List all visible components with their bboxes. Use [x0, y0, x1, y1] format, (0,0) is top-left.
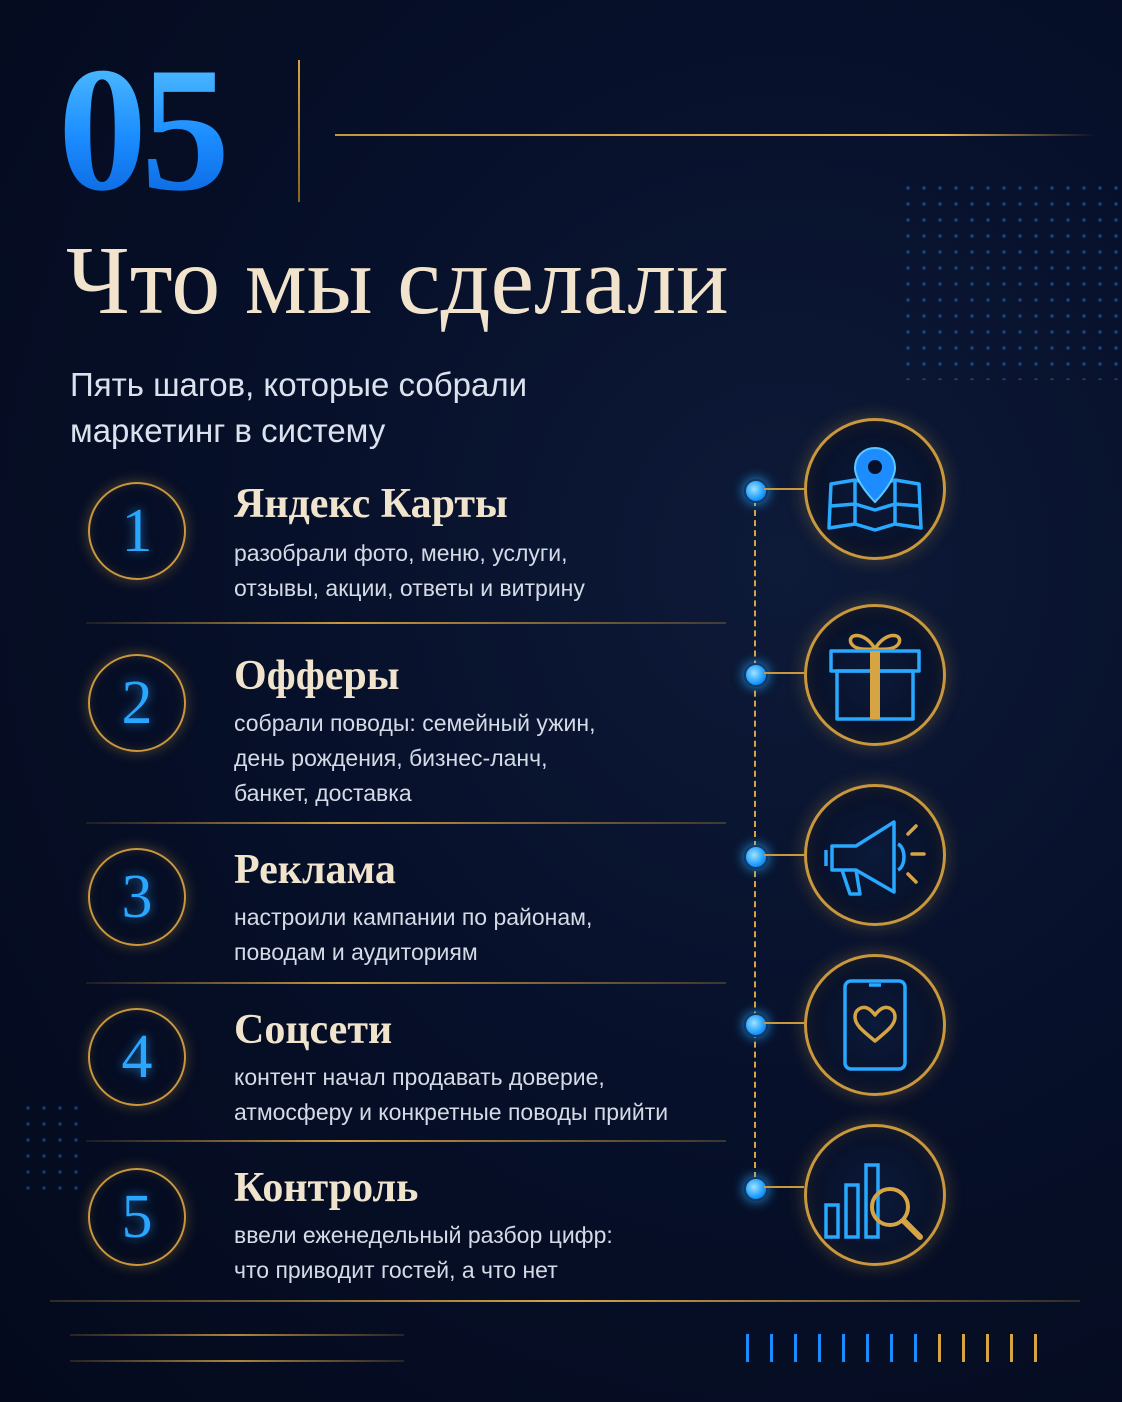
header-line [335, 134, 1095, 136]
step-title: Контроль [234, 1165, 419, 1211]
step-title: Офферы [234, 653, 400, 699]
tick [1034, 1334, 1037, 1362]
tick [938, 1334, 941, 1362]
page-title: Что мы сделали [66, 227, 729, 335]
step-divider [86, 1140, 726, 1142]
step-desc-line: отзывы, акции, ответы и витрину [234, 575, 585, 601]
step-number-badge: 4 [88, 1008, 186, 1106]
timeline-line [754, 490, 756, 1188]
timeline-node [744, 1177, 768, 1201]
timeline-node [744, 479, 768, 503]
tick [794, 1334, 797, 1362]
tick [962, 1334, 965, 1362]
tick [770, 1334, 773, 1362]
megaphone-icon [820, 810, 930, 900]
gift-icon [825, 627, 925, 723]
tick [914, 1334, 917, 1362]
step-divider [86, 622, 726, 624]
step-desc-line: атмосферу и конкретные поводы прийти [234, 1099, 669, 1125]
decor-dots-left [20, 1100, 80, 1200]
step-desc-line: что приводит гостей, а что нет [234, 1257, 558, 1283]
step-description [234, 536, 724, 606]
phone-heart-icon [835, 975, 915, 1075]
map-pin-icon-badge [804, 418, 946, 560]
timeline-connector [764, 488, 804, 490]
step-desc-line: настроили кампании по районам, [234, 904, 593, 930]
timeline-connector [764, 1022, 804, 1024]
footer-line [50, 1300, 1080, 1302]
step-desc-line: день рождения, бизнес-ланч, [234, 745, 548, 771]
subtitle-line-2: маркетинг в систему [70, 412, 386, 449]
step-number-badge: 1 [88, 482, 186, 580]
page-subtitle [70, 362, 670, 454]
step-desc-line: ввели еженедельный разбор цифр: [234, 1222, 613, 1248]
step-desc-line: разобрали фото, меню, услуги, [234, 540, 568, 566]
step-title: Соцсети [234, 1007, 393, 1053]
section-number: 05 [58, 30, 224, 228]
step-desc-line: поводам и аудиториям [234, 939, 478, 965]
timeline-connector [764, 1186, 804, 1188]
footer-ticks [746, 1334, 1037, 1362]
step-description [234, 1060, 734, 1130]
timeline-node [744, 663, 768, 687]
step-desc-line: контент начал продавать доверие, [234, 1064, 605, 1090]
step-description [234, 900, 724, 970]
gift-icon-badge [804, 604, 946, 746]
tick [818, 1334, 821, 1362]
step-description [234, 1218, 724, 1288]
timeline-node [744, 845, 768, 869]
step-desc-line: банкет, доставка [234, 780, 412, 806]
step-desc-line: собрали поводы: семейный ужин, [234, 710, 596, 736]
step-number-badge: 2 [88, 654, 186, 752]
step-number-badge: 3 [88, 848, 186, 946]
timeline-connector [764, 672, 804, 674]
decor-dots-right [900, 180, 1120, 380]
step-title: Яндекс Карты [234, 481, 508, 527]
step-description [234, 706, 724, 811]
footer-line-short [70, 1334, 404, 1336]
tick [1010, 1334, 1013, 1362]
tick [890, 1334, 893, 1362]
step-divider [86, 822, 726, 824]
timeline-connector [764, 854, 804, 856]
tick [866, 1334, 869, 1362]
step-title: Реклама [234, 847, 396, 893]
subtitle-line-1: Пять шагов, которые собрали [70, 366, 528, 403]
phone-heart-icon-badge [804, 954, 946, 1096]
chart-magnifier-icon-badge [804, 1124, 946, 1266]
tick [986, 1334, 989, 1362]
chart-magnifier-icon [820, 1145, 930, 1245]
step-divider [86, 982, 726, 984]
map-pin-icon [825, 444, 925, 534]
tick [842, 1334, 845, 1362]
footer-line-short [70, 1360, 404, 1362]
header-divider [298, 60, 300, 202]
megaphone-icon-badge [804, 784, 946, 926]
step-number-badge: 5 [88, 1168, 186, 1266]
timeline-node [744, 1013, 768, 1037]
tick [746, 1334, 749, 1362]
